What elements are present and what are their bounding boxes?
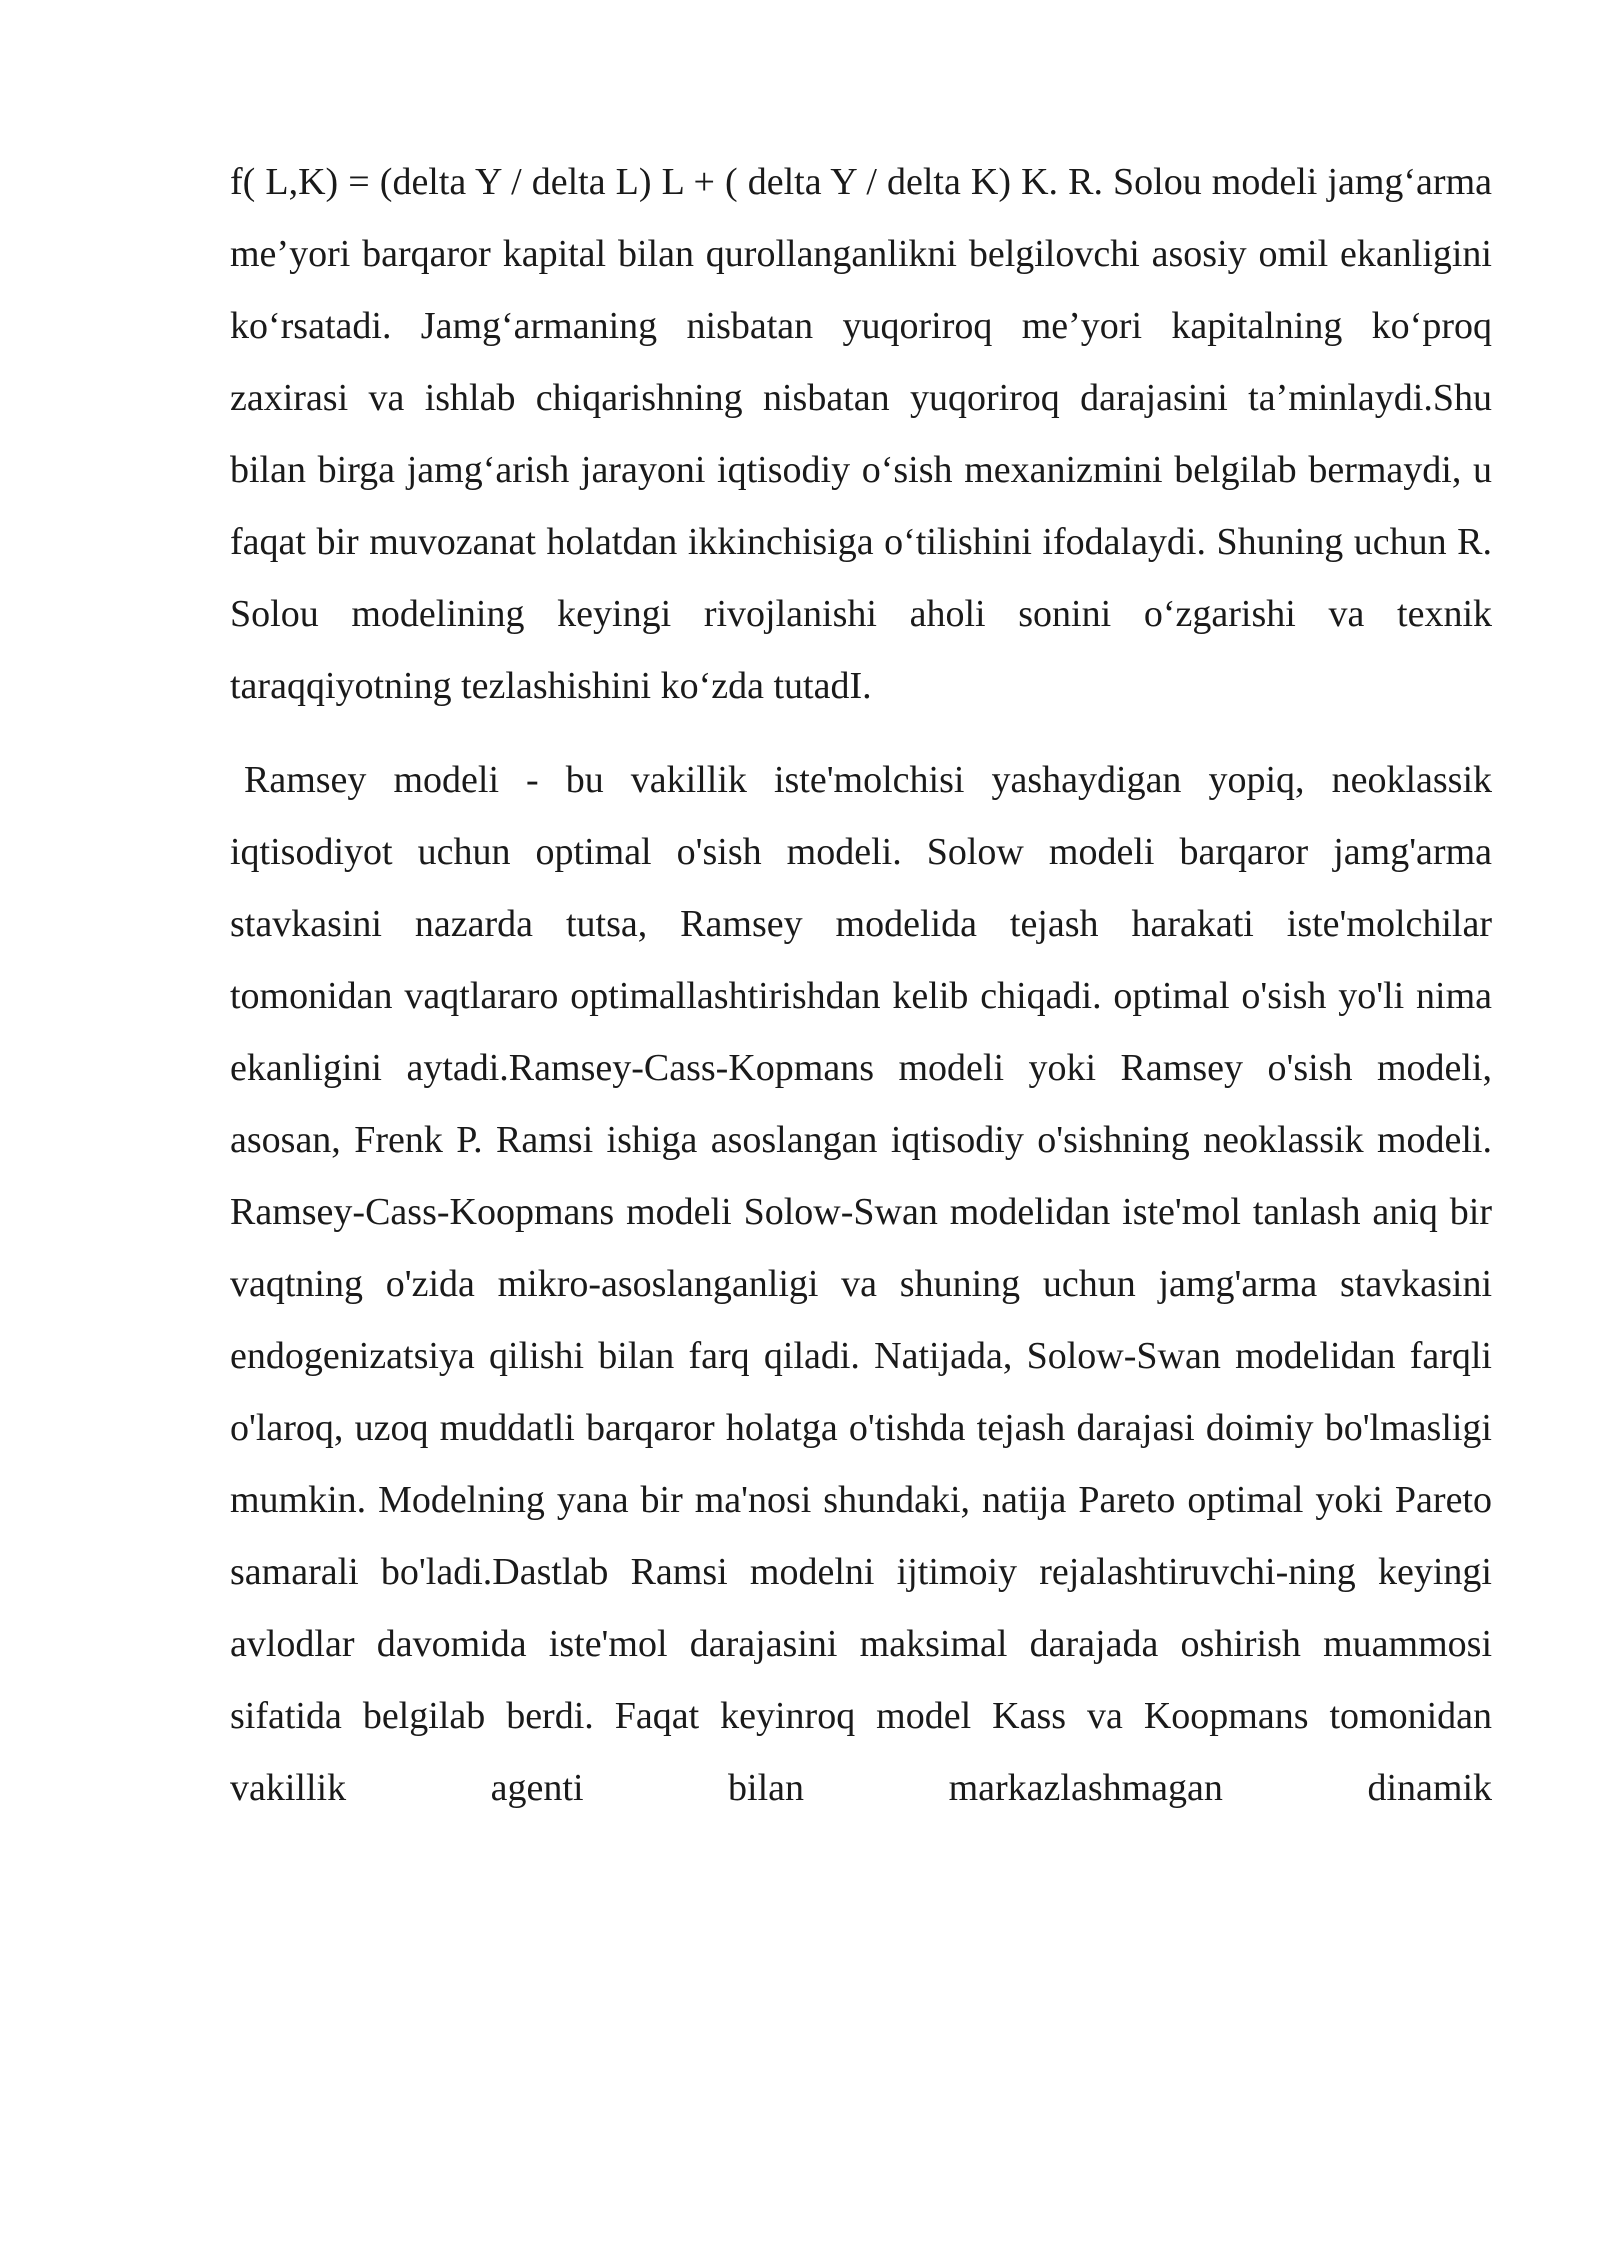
paragraph-ramsey: Ramsey modeli - bu vakillik iste'molchisi yashaydigan yopiq, neoklassik iqtisodiyot uchun optimal o'sish modeli. Solow modeli barqaror jamg'arma stavkasini nazarda tutsa, Ramsey modelida tejash harakati iste'molchilar tomonidan vaqtlararo optimallashtirishdan kelib chiqadi. optimal o'sish yo'li nima ekanligini aytadi.Ramsey-Cass-Kopmans modeli yoki Ramsey o'sish modeli, asosan, Frenk P. Ramsi ishiga asoslangan iqtisodiy o'sishning neoklassik modeli. Ramsey-Cass-Koopmans modeli Solow-Swan modelidan iste'mol tanlash aniq bir vaqtning o'zida mikro-asoslanganligi va shuning uchun jamg'arma stavkasini endogenizatsiya qilishi bilan farq qiladi. Natijada, Solow-Swan modelidan farqli o'laroq, uzoq muddatli barqaror holatga o'tishda tejash darajasi doimiy bo'lmasligi mumkin. Modelning yana bir ma'nosi shundaki, natija Pareto optimal yoki Pareto samarali bo'ladi.Dastlab Ramsi modelni ijtimoiy rejalashtiruvchi-ning keyingi avlodlar davomida iste'mol darajasini maksimal darajada oshirish muammosi sifatida belgilab berdi. Faqat keyinroq model Kass va Koopmans tomonidan vakillik agenti bilan markazlashmagan dinamik [230, 759, 1492, 1809]
paragraph-solow: f( L,K) = (delta Y / delta L) L + ( delta Y / delta K) K. R. Solou modeli jamg‘arma me’yori barqaror kapital bilan qurollanganlikni belgilovchi asosiy omil ekanligini ko‘rsatadi. Jamg‘armaning nisbatan yuqoriroq me’yori kapitalning ko‘proq zaxirasi va ishlab chiqarishning nisbatan yuqoriroq darajasini ta’minlaydi.Shu bilan birga jamg‘arish jarayoni iqtisodiy o‘sish mexanizmini belgilab bermaydi, u faqat bir muvozanat holatdan ikkinchisiga o‘tilishini ifodalaydi. Shuning uchun R. Solou modelining keyingi rivojlanishi aholi sonini o‘zgarishi va texnik taraqqiyotning tezlashishini ko‘zda tutadI. [230, 161, 1492, 707]
body-text [230, 146, 1492, 1824]
